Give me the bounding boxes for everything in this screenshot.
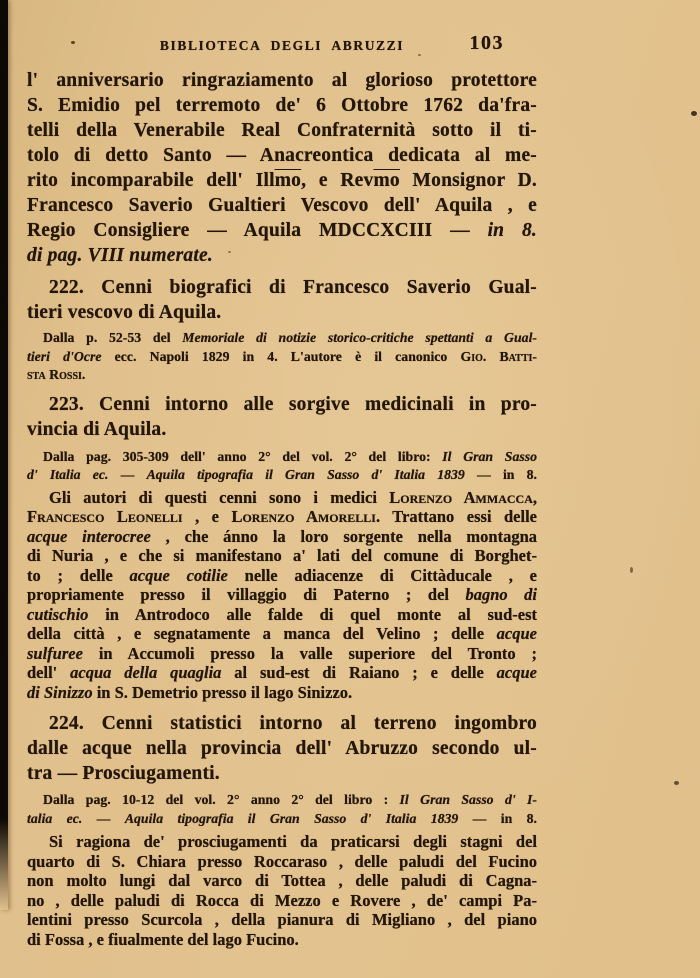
text-line: [27, 891, 537, 911]
ink-speck: [418, 54, 421, 56]
text-line: [27, 93, 537, 118]
text-segment: —: [108, 467, 147, 482]
text-line: [27, 143, 537, 168]
ink-speck: [691, 111, 697, 116]
text-block-para223: [27, 488, 537, 703]
text-line: [27, 624, 537, 644]
text-segment: di Fossa , e fiualmente del lago Fucino.: [27, 929, 299, 949]
text-segment: telli della Venerabile Real Confraternità sotto il ti-: [27, 120, 537, 141]
text-line: [27, 832, 537, 852]
text-segment: ecc. Napoli 1829 in 4. L'autore è il canonico: [101, 348, 461, 364]
text-segment: vincia di Aquila.: [27, 418, 167, 440]
text-segment: S. Emidio pel terremoto de' 6 Ottobre 1762 da'fra-: [27, 95, 537, 116]
text-line: [27, 488, 537, 508]
text-segment: Dalla p. 52-53 del: [43, 330, 183, 345]
text-segment: — in 8.: [458, 810, 537, 826]
text-segment: rito incomparabile dell' Ill: [27, 170, 275, 191]
text-segment: sta Rossi.: [27, 367, 86, 382]
text-segment: —: [82, 810, 125, 826]
text-block-h224: [27, 711, 537, 786]
text-segment: cutischio: [27, 604, 89, 624]
text-segment: quarto di S. Chiara presso Roccaraso , delle paludi del Fucino: [27, 851, 537, 871]
text-segment: nelle adiacenze di Cittàducale , e: [227, 565, 537, 585]
text-segment: sulfuree: [27, 643, 83, 663]
text-segment: Aquila tipografia il Gran Sasso d' Italia 1839: [124, 810, 459, 826]
text-segment: acqua della quaglia: [70, 663, 222, 682]
text-line: [27, 644, 537, 664]
text-line: [27, 243, 537, 268]
text-segment: , e: [182, 507, 232, 526]
text-segment: dalle acque nella provincia dell' Abruzzo secondo ul-: [27, 738, 537, 759]
text-segment: acque: [496, 663, 537, 682]
text-segment: tieri vescovo di Aquila.: [27, 302, 222, 323]
text-segment: della città , e segnatamente a manca del Velino ; delle: [27, 624, 497, 643]
text-segment: in Antrodoco alle falde di quel monte al sud-est: [88, 604, 537, 624]
text-segment: in Accumoli presso la valle superiore del Tronto ;: [82, 643, 537, 663]
text-segment: Francesco Saverio Gualtieri Vescovo dell' Aquila , e: [27, 195, 537, 216]
text-block-para1: [27, 68, 537, 268]
text-line: [27, 300, 537, 325]
text-segment: ,: [532, 487, 537, 507]
text-segment: Lorenzo Amorelli: [231, 507, 376, 526]
text-segment: Aquila tipografia il Gran Sasso d' Italia 1839: [146, 467, 465, 482]
text-line: [27, 810, 537, 829]
text-block-h223: [27, 392, 537, 442]
text-line: [27, 761, 537, 786]
text-line: [27, 585, 537, 605]
text-segment: $\overline{mo}$: [274, 170, 302, 191]
text-line: [27, 275, 537, 300]
text-segment: Il Gran Sasso: [442, 448, 538, 464]
text-line: [27, 605, 537, 625]
text-line: [27, 507, 537, 527]
text-segment: 222. Cenni biografici di Francesco Saverio Gual-: [49, 277, 537, 298]
text-segment: no , delle paludi di Rocca di Mezzo e Rovere , de' campi Pa-: [27, 890, 537, 910]
text-line: [27, 329, 537, 348]
text-segment: dell': [27, 663, 71, 682]
text-segment: to ; delle: [27, 565, 130, 585]
text-blocks: [27, 68, 537, 949]
ink-speck: [228, 251, 231, 253]
text-segment: . Trattano essi delle: [375, 507, 537, 526]
text-block-note224: [27, 791, 537, 828]
text-line: [27, 417, 537, 442]
text-line: [27, 930, 537, 950]
page-number: 103: [469, 32, 504, 54]
text-segment: 224. Cenni statistici intorno al terreno ingombro: [49, 713, 537, 734]
text-segment: Si ragiona de' prosciugamenti da praticarsi degli stagni del: [49, 832, 537, 851]
text-block-h222: [27, 275, 537, 325]
text-line: [27, 218, 537, 243]
text-line: [27, 791, 537, 810]
text-segment: al sud-est di Raiano ; e delle: [221, 663, 497, 682]
text-line: [27, 392, 537, 417]
text-segment: talia ec.: [27, 810, 83, 826]
text-segment: Lorenzo Ammacca: [389, 487, 533, 507]
text-line: [27, 566, 537, 586]
text-segment: tolo di detto Santo — Anacreontica dedicata al me-: [27, 145, 537, 166]
text-segment: 223. Cenni intorno alle sorgive medicinali in pro-: [49, 393, 537, 415]
text-segment: di Sinizzo: [27, 682, 93, 702]
text-segment: acque cotilie: [129, 565, 228, 585]
running-head: [27, 32, 537, 56]
text-segment: $\overline{mo}$: [373, 170, 400, 191]
text-segment: di Nuria , e che si manifestano a' lati del comune di Borghet-: [27, 546, 537, 565]
ink-speck: [630, 567, 633, 573]
text-line: [27, 546, 537, 566]
ink-speck: [674, 781, 679, 785]
text-segment: tieri d'Ocre: [27, 348, 102, 364]
text-segment: Francesco Leonelli: [27, 507, 183, 526]
text-segment: Regio Consigliere — Aquila MDCCXCIII —: [27, 220, 488, 241]
text-segment: in 8.: [487, 220, 538, 241]
text-line: [27, 711, 537, 736]
text-line: [27, 168, 537, 193]
text-line: [27, 527, 537, 547]
text-segment: , e Rev: [301, 170, 374, 191]
text-segment: lentini presso Scurcola , della pianura di Migliano , del piano: [27, 910, 537, 929]
text-segment: acque: [496, 624, 537, 643]
text-column: [27, 32, 538, 949]
text-segment: in S. Demetrio presso il lago Sinizzo.: [92, 682, 353, 702]
text-line: [27, 118, 537, 143]
text-segment: non molto lungi dal varco di Tottea , delle paludi di Cagna-: [27, 871, 537, 890]
text-segment: Dalla pag. 10-12 del vol. 2° anno 2° del libro :: [43, 792, 400, 807]
text-block-note222: [27, 329, 537, 385]
text-segment: bagno di: [465, 585, 537, 604]
text-line: [27, 663, 537, 683]
text-line: [27, 193, 537, 218]
text-line: [27, 736, 537, 761]
text-segment: Monsignor D.: [399, 170, 538, 191]
text-segment: di pag. VIII numerate.: [27, 245, 213, 266]
text-segment: Memoriale di notizie storico-critiche spettanti a Gual-: [182, 330, 538, 345]
text-segment: acque interocree: [27, 526, 151, 546]
text-line: [27, 871, 537, 891]
text-block-para224: [27, 832, 537, 949]
text-segment: Gli autori di questi cenni sono i medici: [49, 487, 390, 507]
text-line: [27, 466, 537, 485]
text-line: [27, 683, 537, 703]
text-segment: — in 8.: [464, 467, 537, 482]
text-segment: propriamente presso il villaggio di Paterno ; del: [27, 585, 466, 604]
text-line: [27, 910, 537, 930]
text-segment: Il Gran Sasso d' I-: [399, 792, 538, 807]
text-line: [27, 68, 537, 93]
text-segment: tra — Prosciugamenti.: [27, 763, 220, 784]
text-line: [27, 852, 537, 872]
ink-speck: [71, 41, 75, 44]
text-block-note223: [27, 448, 537, 485]
text-segment: l' anniversario ringraziamento al glorioso protettore: [27, 70, 537, 91]
text-segment: Dalla pag. 305-309 dell' anno 2° del vol. 2° del libro:: [43, 448, 443, 464]
scan-edge-artifact: [0, 0, 8, 910]
text-segment: d' Italia ec.: [27, 467, 109, 482]
text-line: [27, 366, 537, 385]
text-segment: , che ánno la loro sorgente nella montagna: [150, 526, 537, 546]
text-segment: Gio. Batti-: [460, 348, 537, 364]
text-line: [27, 448, 537, 467]
running-head-title: BIBLIOTECA DEGLI ABRUZZI: [159, 38, 405, 53]
text-line: [27, 348, 537, 367]
